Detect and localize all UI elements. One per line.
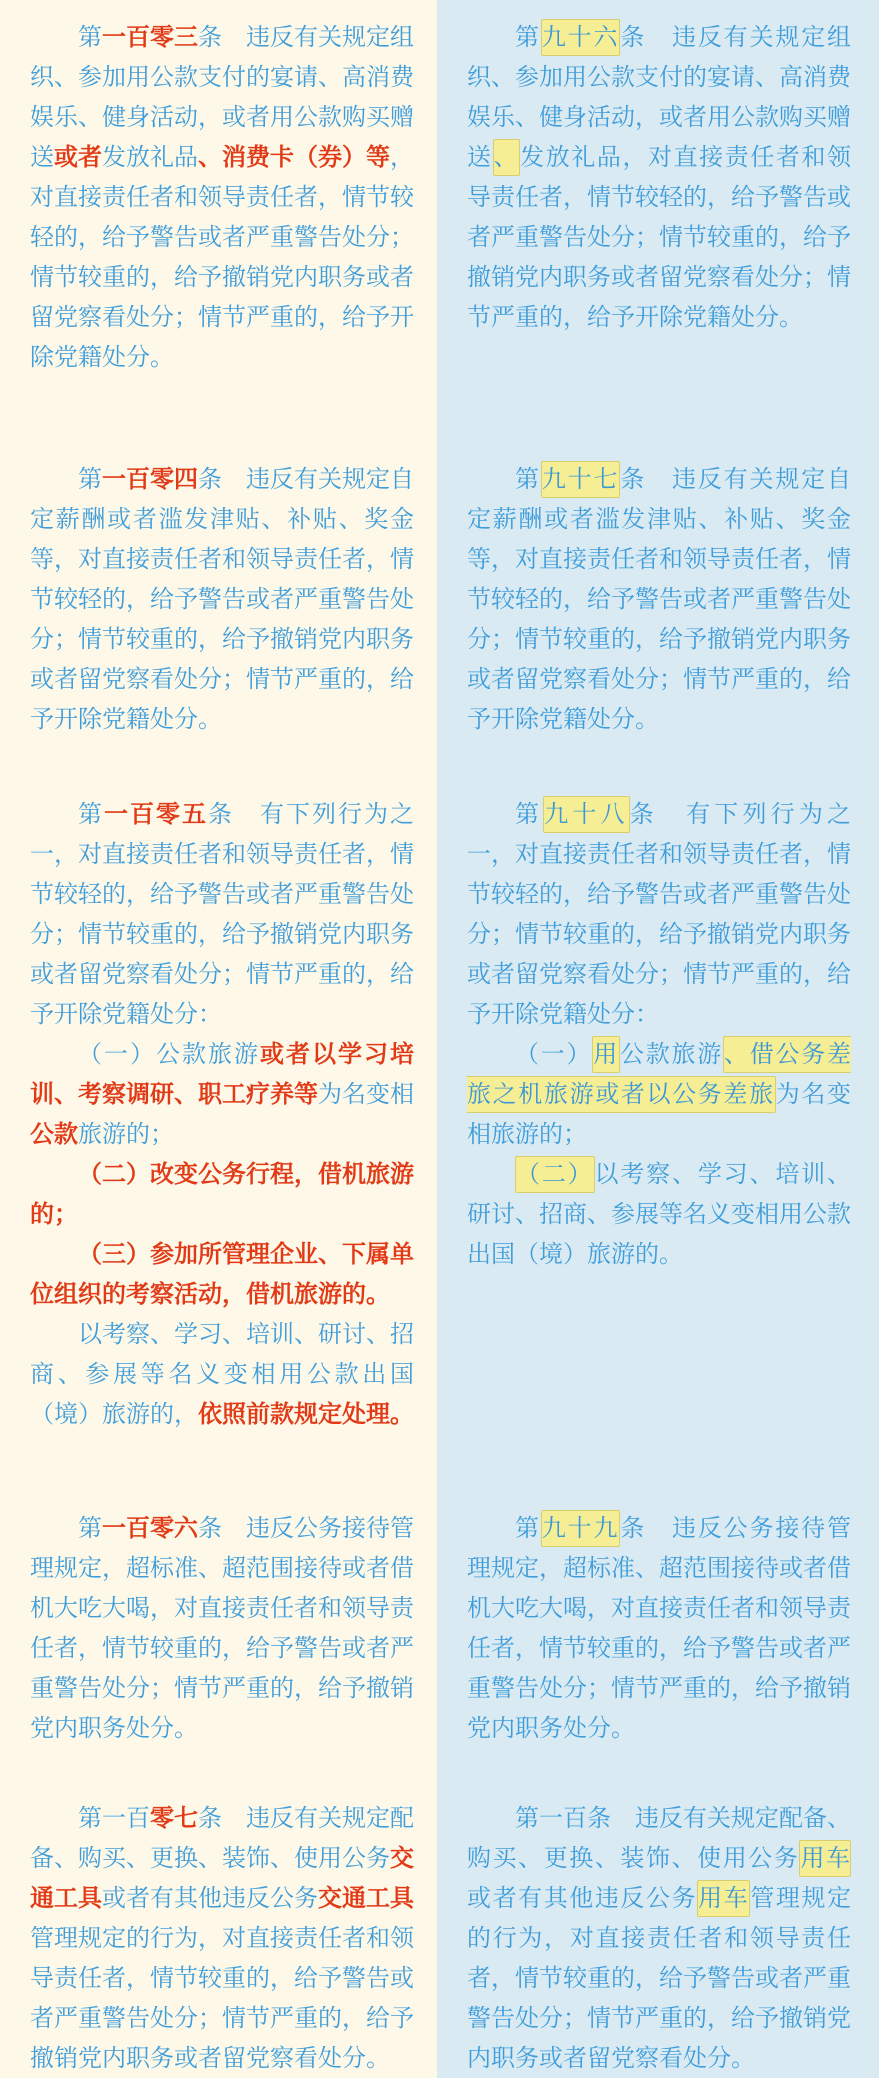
- highlighted-text: 用车: [697, 1880, 750, 1917]
- revision-emphasis: 或者以学习培训、考察调研、职工疗养等: [30, 1041, 414, 1108]
- text-segment: 以考察、学习、培训、研讨、招商、参展等名义变相用公款出国（境）旅游的。: [467, 1161, 851, 1268]
- article-paragraph: [467, 1035, 851, 1155]
- right-column-article-4: [437, 1509, 879, 1799]
- article-paragraph: [30, 18, 414, 378]
- revision-emphasis: 一百零四: [102, 466, 198, 493]
- revision-emphasis: （二）改变公务行程，借机旅游的；: [30, 1161, 414, 1228]
- text-segment: 管理规定的行为，对直接责任者和领导责任者，情节较重的，给予警告或者严重警告处分；情节严重的，给予撤销党内职务或者留党察看处分。: [467, 1885, 852, 2072]
- text-segment: 第: [515, 24, 541, 51]
- text-segment: 条 有下列行为之一，对直接责任者和领导责任者，情节较轻的，给予警告或者严重警告处分；情节较重的，给予撤销党内职务或者留党察看处分；情节严重的，给予开除党籍处分：: [467, 801, 852, 1028]
- revision-emphasis: 一百零五: [104, 801, 208, 828]
- highlighted-text: （二）: [515, 1156, 595, 1193]
- article-paragraph: [467, 1799, 851, 2078]
- text-segment: 发放礼品，对直接责任者和领导责任者，情节较轻的，给予警告或者严重警告处分；情节较重的，给予撤销党内职务或者留党察看处分；情节严重的，给予开除党籍处分。: [467, 144, 852, 331]
- left-column-article-3: [0, 795, 437, 1509]
- text-segment: 旅游的；: [78, 1121, 174, 1148]
- left-column-article-4: [0, 1509, 437, 1799]
- article-paragraph: [30, 1799, 414, 2078]
- article-paragraph: [30, 795, 414, 1035]
- text-segment: 第: [515, 1515, 541, 1542]
- revision-emphasis: 零七: [150, 1805, 198, 1832]
- text-segment: 为名变相旅游的；: [467, 1081, 852, 1148]
- text-segment: 为名变相: [318, 1081, 414, 1108]
- article-paragraph: [467, 1509, 851, 1749]
- text-segment: 条 违反有关规定配备、购买、更换、装饰、使用公务: [30, 1805, 414, 1872]
- text-segment: 条 违反公务接待管理规定，超标准、超范围接待或者借机大吃大喝，对直接责任者和领导责任者，情节较重的，给予警告或者严重警告处分；情节严重的，给予撤销党内职务处分。: [467, 1515, 852, 1742]
- revision-emphasis: 交通工具: [30, 1845, 414, 1912]
- left-column-article-2: [0, 460, 437, 795]
- article-paragraph: [30, 1155, 414, 1235]
- text-segment: 第一百: [78, 1805, 150, 1832]
- revision-emphasis: 交通工具: [318, 1885, 414, 1912]
- highlighted-text: 九十六: [541, 19, 621, 56]
- revision-emphasis: 一百零六: [102, 1515, 198, 1542]
- article-paragraph: [30, 1235, 414, 1315]
- article-paragraph: [467, 1155, 851, 1275]
- revision-emphasis: 一百零三: [102, 24, 198, 51]
- text-segment: 条 违反公务接待管理规定，超标准、超范围接待或者借机大吃大喝，对直接责任者和领导责任者，情节较重的，给予警告或者严重警告处分；情节严重的，给予撤销党内职务处分。: [30, 1515, 414, 1742]
- text-segment: 条 违反有关规定自定薪酬或者滥发津贴、补贴、奖金等，对直接责任者和领导责任者，情节较轻的，给予警告或者严重警告处分；情节较重的，给予撤销党内职务或者留党察看处分；情节严重的，给予开除党籍处分。: [467, 466, 852, 733]
- left-column-article-1: [0, 0, 437, 460]
- article-paragraph: [30, 1035, 414, 1155]
- revision-emphasis: 依照前款规定处理。: [198, 1401, 414, 1428]
- highlighted-text: 用车: [799, 1840, 851, 1877]
- text-segment: 管理规定的行为，对直接责任者和领导责任者，情节较重的，给予警告或者严重警告处分；情节严重的，给予撤销党内职务或者留党察看处分。: [30, 1925, 414, 2072]
- highlighted-text: 九十七: [541, 461, 621, 498]
- article-paragraph: [30, 1509, 414, 1749]
- text-segment: 条 违反有关规定组织、参加用公款支付的宴请、高消费娱乐、健身活动，或者用公款购买赠送: [30, 24, 414, 171]
- text-segment: 以考察、学习、培训、研讨、招商、参展等名义变相用公款出国（境）旅游的，: [30, 1321, 414, 1428]
- text-segment: 第: [78, 466, 102, 493]
- text-segment: 第: [78, 24, 102, 51]
- text-segment: 条 违反有关规定组织、参加用公款支付的宴请、高消费娱乐、健身活动，或者用公款购买赠送: [467, 24, 852, 171]
- article-paragraph: [467, 460, 851, 740]
- text-segment: 发放礼品: [102, 144, 198, 171]
- text-segment: 第: [515, 801, 544, 828]
- revision-emphasis: （三）参加所管理企业、下属单位组织的考察活动，借机旅游的。: [30, 1241, 414, 1308]
- article-paragraph: [467, 18, 851, 338]
- text-segment: ，对直接责任者和领导责任者，情节较轻的，给予警告或者严重警告处分；情节较重的，给予撤销党内职务或者留党察看处分；情节严重的，给予开除党籍处分。: [30, 144, 414, 371]
- text-segment: 或者有其他违反公务: [467, 1885, 698, 1912]
- right-column-article-5: [437, 1799, 879, 2078]
- revision-emphasis: 或者: [54, 144, 102, 171]
- text-segment: 第: [78, 1515, 102, 1542]
- right-column-article-3: [437, 795, 879, 1509]
- revision-emphasis: 、消费卡（券）等: [198, 144, 390, 171]
- highlighted-text: 、借公务差旅之机旅游或者以公务差旅: [467, 1036, 851, 1113]
- highlighted-text: 用: [592, 1036, 620, 1073]
- revision-emphasis: 公款: [30, 1121, 78, 1148]
- article-paragraph: [30, 460, 414, 740]
- text-segment: （一）公款旅游: [78, 1041, 260, 1068]
- text-segment: 第: [78, 801, 104, 828]
- highlighted-text: 九十九: [541, 1510, 621, 1547]
- text-segment: 公款旅游: [620, 1041, 723, 1068]
- text-segment: 或者有其他违反公务: [102, 1885, 318, 1912]
- text-segment: 第一百条 违反有关规定配备、购买、更换、装饰、使用公务: [467, 1805, 851, 1872]
- text-segment: 条 有下列行为之一，对直接责任者和领导责任者，情节较轻的，给予警告或者严重警告处分；情节较重的，给予撤销党内职务或者留党察看处分；情节严重的，给予开除党籍处分：: [30, 801, 414, 1028]
- highlighted-text: 、: [493, 139, 521, 176]
- left-column-article-5: [0, 1799, 437, 2078]
- right-column-article-1: [437, 0, 879, 460]
- text-segment: 条 违反有关规定自定薪酬或者滥发津贴、补贴、奖金等，对直接责任者和领导责任者，情节较轻的，给予警告或者严重警告处分；情节较重的，给予撤销党内职务或者留党察看处分；情节严重的，给予开除党籍处分。: [30, 466, 414, 733]
- article-paragraph: [30, 1315, 414, 1435]
- right-column-article-2: [437, 460, 879, 795]
- highlighted-text: 九十八: [543, 796, 630, 833]
- text-segment: 第: [515, 466, 541, 493]
- article-paragraph: [467, 795, 851, 1035]
- text-segment: （一）: [515, 1041, 593, 1068]
